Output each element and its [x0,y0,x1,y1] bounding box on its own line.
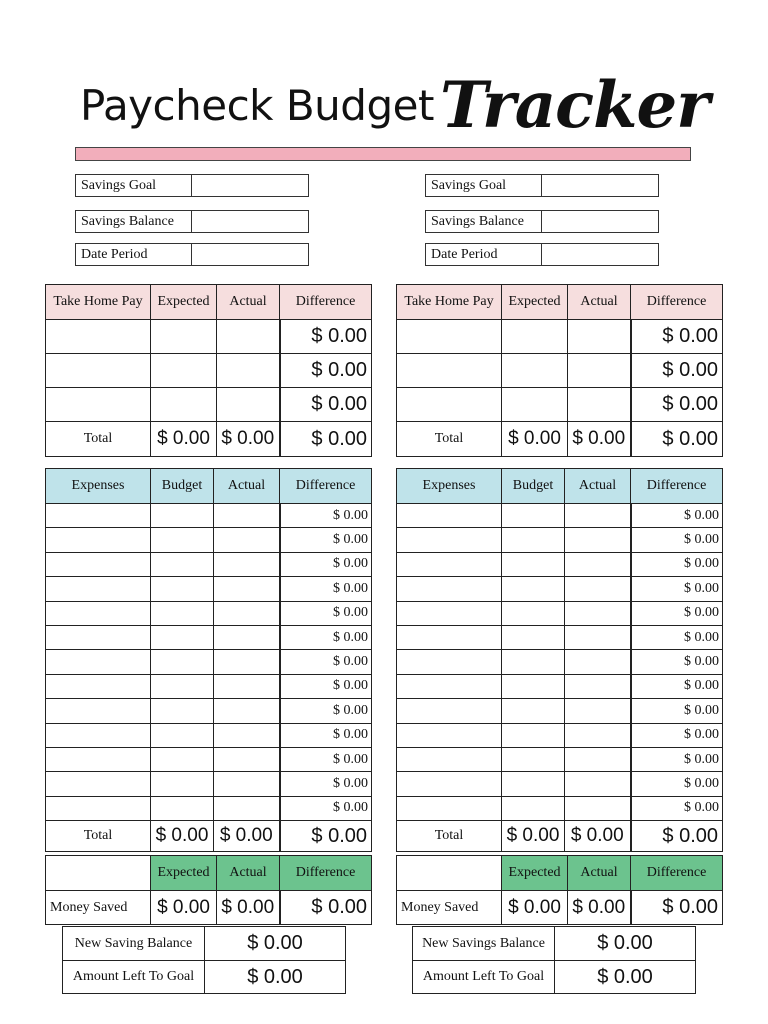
expense-row [46,528,372,552]
money-saved-actual: $ 0.00 [217,891,280,925]
income-table-left [45,284,372,457]
savings-goal-input[interactable] [542,175,658,196]
expense-budget-cell[interactable] [502,552,565,576]
expense-name-cell[interactable] [397,625,502,649]
expense-actual-cell[interactable] [214,650,280,674]
income-source-cell[interactable] [397,388,502,422]
date-period-label: Date Period [76,244,192,265]
expense-actual-cell[interactable] [565,796,631,820]
expense-actual-cell[interactable] [214,796,280,820]
expense-row [46,796,372,820]
expense-difference-cell: $ 0.00 [280,601,372,625]
income-expected-cell[interactable] [151,388,217,422]
date-period-input[interactable] [192,244,308,265]
expenses-total-budget: $ 0.00 [151,821,214,852]
expenses-column-header: Actual [214,469,280,504]
expense-row [46,772,372,796]
savings-column-header: Actual [568,856,631,891]
income-total-actual: $ 0.00 [568,422,631,457]
expense-difference-cell: $ 0.00 [280,625,372,649]
expense-difference-cell: $ 0.00 [631,552,723,576]
expenses-table-right [396,468,723,852]
expense-difference-cell: $ 0.00 [631,577,723,601]
income-expected-cell[interactable] [151,354,217,388]
expense-actual-cell[interactable] [565,625,631,649]
expense-actual-cell[interactable] [214,552,280,576]
income-total-label: Total [46,422,151,457]
savings-balance-label: Savings Balance [426,211,542,232]
expense-budget-cell[interactable] [502,674,565,698]
savings-balance-field-right[interactable] [425,210,659,233]
new-balance-label: New Saving Balance [63,927,205,961]
income-header-row [397,285,723,320]
expense-row [397,528,723,552]
income-difference-cell: $ 0.00 [631,388,723,422]
income-total-expected: $ 0.00 [502,422,568,457]
expense-name-cell[interactable] [397,723,502,747]
income-expected-cell[interactable] [502,354,568,388]
money-saved-expected: $ 0.00 [151,891,217,925]
expense-name-cell[interactable] [46,747,151,771]
expense-name-cell[interactable] [397,772,502,796]
savings-balance-input[interactable] [542,211,658,232]
income-column-header: Take Home Pay [46,285,151,320]
income-table-right [396,284,723,457]
expense-budget-cell[interactable] [502,796,565,820]
savings-balance-label: Savings Balance [76,211,192,232]
income-actual-cell[interactable] [568,354,631,388]
expense-budget-cell[interactable] [502,504,565,528]
expense-difference-cell: $ 0.00 [631,504,723,528]
income-difference-cell: $ 0.00 [280,320,372,354]
expense-actual-cell[interactable] [565,699,631,723]
new-balance-value: $ 0.00 [555,927,696,961]
savings-balance-field-left[interactable] [75,210,309,233]
expense-actual-cell[interactable] [565,528,631,552]
expense-row [46,601,372,625]
expense-budget-cell[interactable] [502,699,565,723]
expense-difference-cell: $ 0.00 [280,577,372,601]
income-total-row [397,422,723,457]
income-source-cell[interactable] [397,354,502,388]
savings-summary-right [412,926,696,994]
income-actual-cell[interactable] [568,320,631,354]
income-expected-cell[interactable] [502,388,568,422]
expenses-total-actual: $ 0.00 [214,821,280,852]
savings-goal-input[interactable] [192,175,308,196]
income-column-header: Difference [631,285,723,320]
expense-name-cell[interactable] [46,625,151,649]
income-difference-cell: $ 0.00 [631,320,723,354]
expense-actual-cell[interactable] [214,504,280,528]
expense-difference-cell: $ 0.00 [631,723,723,747]
money-saved-label: Money Saved [46,891,151,925]
expense-row [397,796,723,820]
income-source-cell[interactable] [46,388,151,422]
savings-balance-input[interactable] [192,211,308,232]
title-script: Tracker [440,68,709,143]
expense-difference-cell: $ 0.00 [631,625,723,649]
money-saved-difference: $ 0.00 [280,891,372,925]
expense-budget-cell[interactable] [151,796,214,820]
expense-difference-cell: $ 0.00 [631,528,723,552]
expense-name-cell[interactable] [46,723,151,747]
savings-column-header: Expected [502,856,568,891]
expense-difference-cell: $ 0.00 [631,601,723,625]
savings-header-row [397,856,723,891]
expense-row [397,504,723,528]
expense-actual-cell[interactable] [214,723,280,747]
expense-row [397,650,723,674]
expense-budget-cell[interactable] [151,504,214,528]
expense-actual-cell[interactable] [214,772,280,796]
money-saved-actual: $ 0.00 [568,891,631,925]
expense-difference-cell: $ 0.00 [280,674,372,698]
expense-name-cell[interactable] [46,650,151,674]
income-difference-cell: $ 0.00 [280,388,372,422]
expense-actual-cell[interactable] [565,601,631,625]
expense-difference-cell: $ 0.00 [280,699,372,723]
date-period-field-left[interactable] [75,243,309,266]
income-column-header: Actual [217,285,280,320]
expense-difference-cell: $ 0.00 [280,747,372,771]
expense-name-cell[interactable] [397,747,502,771]
expense-budget-cell[interactable] [151,625,214,649]
expense-budget-cell[interactable] [502,528,565,552]
expense-difference-cell: $ 0.00 [280,723,372,747]
expense-name-cell[interactable] [397,674,502,698]
money-saved-expected: $ 0.00 [502,891,568,925]
expense-difference-cell: $ 0.00 [280,772,372,796]
expense-name-cell[interactable] [397,650,502,674]
expense-row [46,747,372,771]
income-column-header: Actual [568,285,631,320]
expense-name-cell[interactable] [46,601,151,625]
expense-name-cell[interactable] [397,577,502,601]
income-expected-cell[interactable] [502,320,568,354]
expense-budget-cell[interactable] [502,747,565,771]
money-saved-row [397,891,723,925]
expenses-total-actual: $ 0.00 [565,821,631,852]
expenses-total-difference: $ 0.00 [280,821,372,852]
savings-header-blank [397,856,502,891]
expense-budget-cell[interactable] [151,577,214,601]
new-balance-label: New Savings Balance [413,927,555,961]
expense-name-cell[interactable] [397,552,502,576]
expense-actual-cell[interactable] [214,699,280,723]
expense-actual-cell[interactable] [565,650,631,674]
expense-budget-cell[interactable] [502,577,565,601]
savings-goal-field-left[interactable] [75,174,309,197]
expense-row [46,650,372,674]
expense-row [46,674,372,698]
income-column-header: Difference [280,285,372,320]
expense-row [46,577,372,601]
expenses-total-budget: $ 0.00 [502,821,565,852]
expense-budget-cell[interactable] [502,601,565,625]
expenses-total-label: Total [397,821,502,852]
left-to-goal-row [413,961,696,994]
income-actual-cell[interactable] [217,320,280,354]
expenses-column-header: Expenses [397,469,502,504]
expenses-header-row [46,469,372,504]
income-source-cell[interactable] [397,320,502,354]
expense-difference-cell: $ 0.00 [631,772,723,796]
expense-budget-cell[interactable] [151,723,214,747]
expenses-column-header: Expenses [46,469,151,504]
expenses-table-left [45,468,372,852]
expense-actual-cell[interactable] [214,674,280,698]
expense-actual-cell[interactable] [214,625,280,649]
money-saved-label: Money Saved [397,891,502,925]
expense-budget-cell[interactable] [151,772,214,796]
expenses-column-header: Budget [502,469,565,504]
expenses-column-header: Budget [151,469,214,504]
expense-name-cell[interactable] [397,796,502,820]
income-header-row [46,285,372,320]
expense-actual-cell[interactable] [565,772,631,796]
income-row [397,354,723,388]
expense-difference-cell: $ 0.00 [280,650,372,674]
expense-difference-cell: $ 0.00 [280,796,372,820]
income-actual-cell[interactable] [568,388,631,422]
expense-row [397,625,723,649]
savings-table-left [45,855,372,925]
left-to-goal-value: $ 0.00 [205,961,346,994]
income-difference-cell: $ 0.00 [631,354,723,388]
savings-summary-left [62,926,346,994]
expense-difference-cell: $ 0.00 [280,552,372,576]
expense-row [46,723,372,747]
expense-difference-cell: $ 0.00 [631,796,723,820]
expense-row [397,747,723,771]
expense-row [46,552,372,576]
title-main: Paycheck Budget [80,81,434,130]
income-row [397,388,723,422]
expense-row [397,772,723,796]
expenses-column-header: Difference [631,469,723,504]
expense-actual-cell[interactable] [565,552,631,576]
expense-budget-cell[interactable] [502,772,565,796]
expense-row [46,699,372,723]
income-row [46,320,372,354]
expense-difference-cell: $ 0.00 [280,528,372,552]
expense-budget-cell[interactable] [502,625,565,649]
income-expected-cell[interactable] [151,320,217,354]
income-source-cell[interactable] [46,354,151,388]
savings-header-row [46,856,372,891]
expenses-total-row [46,821,372,852]
income-row [46,388,372,422]
expense-row [397,723,723,747]
expense-difference-cell: $ 0.00 [631,674,723,698]
expense-row [46,625,372,649]
left-to-goal-label: Amount Left To Goal [413,961,555,994]
expenses-total-label: Total [46,821,151,852]
income-total-row [46,422,372,457]
expense-budget-cell[interactable] [151,747,214,771]
expense-budget-cell[interactable] [502,723,565,747]
income-source-cell[interactable] [46,320,151,354]
expense-budget-cell[interactable] [151,699,214,723]
expense-budget-cell[interactable] [151,552,214,576]
expense-actual-cell[interactable] [214,528,280,552]
income-total-expected: $ 0.00 [151,422,217,457]
expense-actual-cell[interactable] [214,747,280,771]
money-saved-difference: $ 0.00 [631,891,723,925]
expense-actual-cell[interactable] [565,723,631,747]
savings-goal-field-right[interactable] [425,174,659,197]
expense-row [397,601,723,625]
income-actual-cell[interactable] [217,354,280,388]
expense-name-cell[interactable] [397,504,502,528]
money-saved-row [46,891,372,925]
income-column-header: Expected [502,285,568,320]
expense-actual-cell[interactable] [214,577,280,601]
savings-column-header: Difference [631,856,723,891]
savings-column-header: Expected [151,856,217,891]
expense-row [397,552,723,576]
income-total-difference: $ 0.00 [280,422,372,457]
expense-actual-cell[interactable] [214,601,280,625]
expense-budget-cell[interactable] [151,528,214,552]
expense-name-cell[interactable] [46,577,151,601]
income-difference-cell: $ 0.00 [280,354,372,388]
expense-name-cell[interactable] [46,699,151,723]
savings-goal-label: Savings Goal [76,175,192,196]
expense-name-cell[interactable] [46,796,151,820]
income-actual-cell[interactable] [217,388,280,422]
income-total-difference: $ 0.00 [631,422,723,457]
expense-actual-cell[interactable] [565,747,631,771]
date-period-label: Date Period [426,244,542,265]
left-to-goal-value: $ 0.00 [555,961,696,994]
income-total-label: Total [397,422,502,457]
savings-header-blank [46,856,151,891]
expense-name-cell[interactable] [397,528,502,552]
expense-budget-cell[interactable] [151,601,214,625]
expenses-column-header: Difference [280,469,372,504]
expense-name-cell[interactable] [46,528,151,552]
savings-table-right [396,855,723,925]
expense-name-cell[interactable] [46,552,151,576]
expense-name-cell[interactable] [397,699,502,723]
new-balance-value: $ 0.00 [205,927,346,961]
left-to-goal-row [63,961,346,994]
expense-row [46,504,372,528]
new-balance-row [63,927,346,961]
savings-column-header: Actual [217,856,280,891]
expense-budget-cell[interactable] [151,650,214,674]
expense-difference-cell: $ 0.00 [280,504,372,528]
income-row [46,354,372,388]
expenses-column-header: Actual [565,469,631,504]
expense-difference-cell: $ 0.00 [631,650,723,674]
savings-goal-label: Savings Goal [426,175,542,196]
expenses-header-row [397,469,723,504]
expense-difference-cell: $ 0.00 [631,747,723,771]
expenses-total-row [397,821,723,852]
title-divider-bar [75,147,691,161]
expense-row [397,699,723,723]
new-balance-row [413,927,696,961]
expenses-total-difference: $ 0.00 [631,821,723,852]
expense-budget-cell[interactable] [502,650,565,674]
expense-row [397,577,723,601]
expense-name-cell[interactable] [46,674,151,698]
income-row [397,320,723,354]
expense-name-cell[interactable] [46,772,151,796]
expense-row [397,674,723,698]
expense-name-cell[interactable] [46,504,151,528]
expense-name-cell[interactable] [397,601,502,625]
expense-actual-cell[interactable] [565,504,631,528]
expense-budget-cell[interactable] [151,674,214,698]
income-column-header: Expected [151,285,217,320]
expense-actual-cell[interactable] [565,577,631,601]
left-to-goal-label: Amount Left To Goal [63,961,205,994]
income-column-header: Take Home Pay [397,285,502,320]
date-period-field-right[interactable] [425,243,659,266]
savings-column-header: Difference [280,856,372,891]
income-total-actual: $ 0.00 [217,422,280,457]
date-period-input[interactable] [542,244,658,265]
expense-actual-cell[interactable] [565,674,631,698]
expense-difference-cell: $ 0.00 [631,699,723,723]
